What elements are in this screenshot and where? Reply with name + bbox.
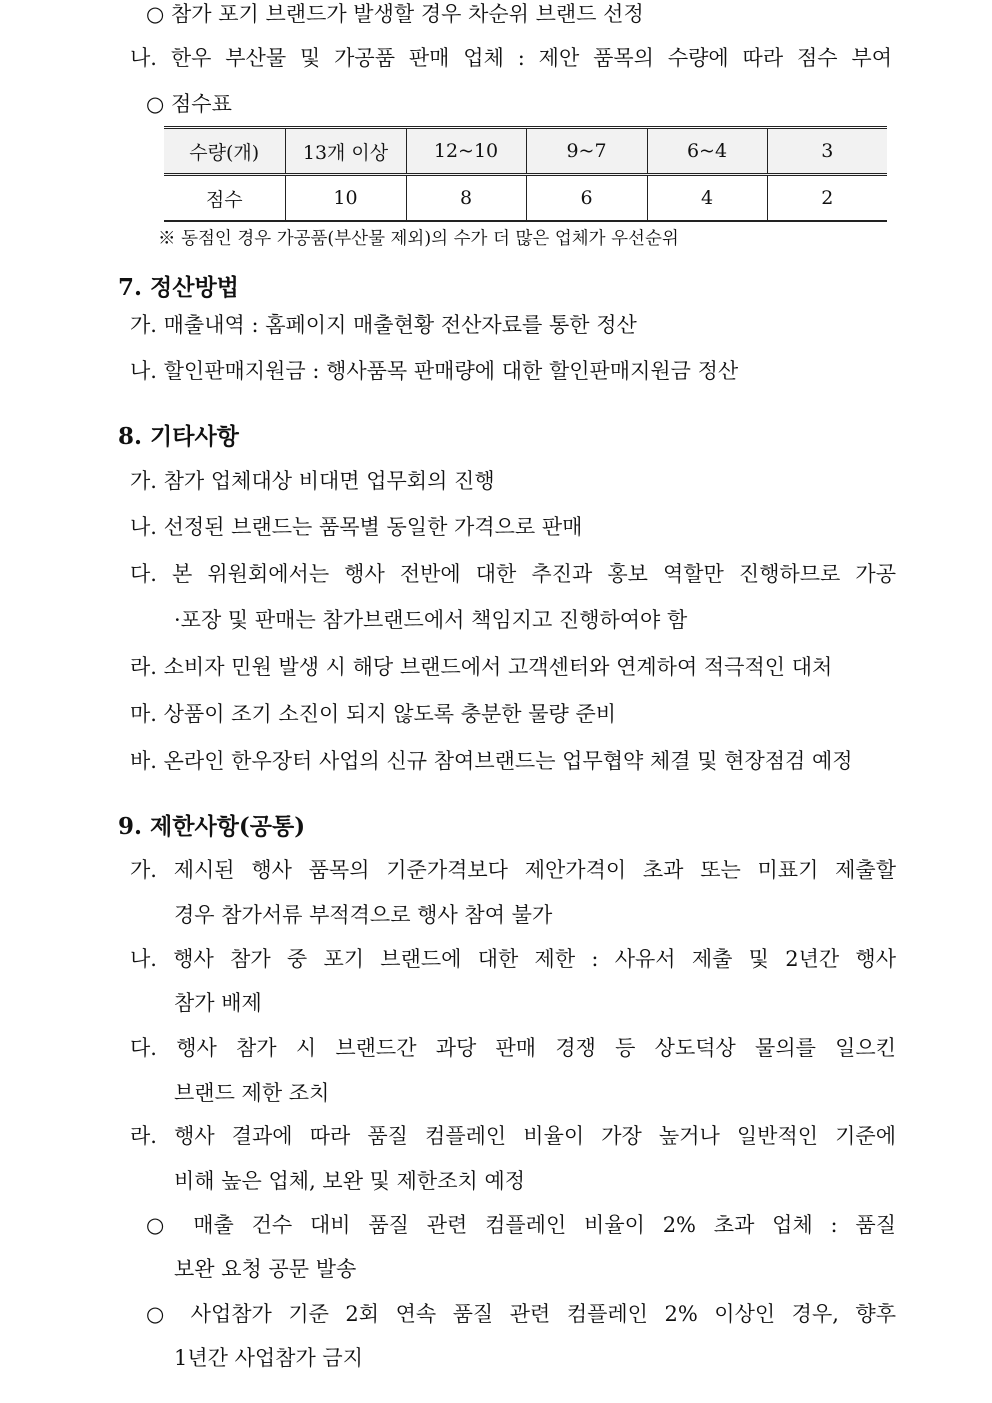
- section-9-item-ga-cont: 경우 참가서류 부적격으로 행사 참여 불가: [174, 903, 553, 927]
- header-cell-6-4: 6~4: [647, 128, 767, 175]
- section-9-item-da-cont: 브랜드 제한 조치: [174, 1081, 330, 1105]
- score-table-header-row: [164, 128, 887, 175]
- section-7-item-na: 나. 할인판매지원금 : 행사품목 판매량에 대한 할인판매지원금 정산: [130, 359, 739, 383]
- section-9-sub-complaint-rate-cont: 보완 요청 공문 발송: [174, 1257, 357, 1281]
- header-cell-quantity: 수량(개): [164, 128, 285, 175]
- section-9-item-ra: 라. 행사 결과에 따라 품질 컴플레인 비율이 가장 높거나 일반적인 기준에: [130, 1124, 896, 1148]
- score-cell-9-7: 6: [526, 175, 647, 222]
- section-9-item-na-cont: 참가 배제: [174, 991, 262, 1015]
- score-cell-12-10: 8: [406, 175, 526, 222]
- section-8-item-da-cont: ·포장 및 판매는 참가브랜드에서 책임지고 진행하여야 함: [174, 608, 688, 632]
- section-9-item-ga: 가. 제시된 행사 품목의 기준가격보다 제안가격이 초과 또는 미표기 제출할: [130, 858, 896, 882]
- score-cell-13-plus: 10: [285, 175, 406, 222]
- section-8-item-ra: 라. 소비자 민원 발생 시 해당 브랜드에서 고객센터와 연계하여 적극적인 대처: [130, 655, 833, 679]
- score-cell-6-4: 4: [647, 175, 767, 222]
- header-cell-12-10: 12~10: [406, 128, 526, 175]
- score-cell-3: 2: [767, 175, 887, 222]
- section-9-item-ra-cont: 비해 높은 업체, 보완 및 제한조치 예정: [174, 1169, 526, 1193]
- section-9-sub-complaint-rate: ○ 매출 건수 대비 품질 관련 컴플레인 비율이 2% 초과 업체 : 품질: [146, 1213, 896, 1237]
- header-cell-13-plus: 13개 이상: [285, 128, 406, 175]
- section-7-item-ga: 가. 매출내역 : 홈페이지 매출현황 전산자료를 통한 정산: [130, 313, 637, 337]
- section-9-title: 9. 제한사항(공통): [118, 813, 306, 840]
- header-cell-3: 3: [767, 128, 887, 175]
- section-8-item-na: 나. 선정된 브랜드는 품목별 동일한 가격으로 판매: [130, 515, 583, 539]
- score-table-caption: ○ 점수표: [146, 92, 232, 116]
- header-cell-9-7: 9~7: [526, 128, 647, 175]
- score-table: [164, 126, 887, 222]
- section-8-item-ma: 마. 상품이 조기 소진이 되지 않도록 충분한 물량 준비: [130, 702, 617, 726]
- section-9-sub-consecutive: ○ 사업참가 기준 2회 연속 품질 관련 컴플레인 2% 이상인 경우, 향후: [146, 1302, 896, 1326]
- section-8-title: 8. 기타사항: [118, 423, 239, 450]
- section-8-item-ga: 가. 참가 업체대상 비대면 업무회의 진행: [130, 469, 495, 493]
- byproduct-scoring-line: 나. 한우 부산물 및 가공품 판매 업체 : 제안 품목의 수량에 따라 점수 부여: [130, 46, 892, 70]
- tie-break-note: ※ 동점인 경우 가공품(부산물 제외)의 수가 더 많은 업체가 우선순위: [158, 229, 679, 249]
- section-9-sub-consecutive-cont: 1년간 사업참가 금지: [174, 1346, 363, 1370]
- runner-up-brand-line: ○ 참가 포기 브랜드가 발생할 경우 차순위 브랜드 선정: [146, 2, 644, 26]
- section-8-item-ba: 바. 온라인 한우장터 사업의 신규 참여브랜드는 업무협약 체결 및 현장점검 예정: [130, 749, 853, 773]
- score-cell-label: 점수: [164, 175, 285, 222]
- section-9-item-na: 나. 행사 참가 중 포기 브랜드에 대한 제한 : 사유서 제출 및 2년간 행사: [130, 947, 896, 971]
- section-8-item-da: 다. 본 위원회에서는 행사 전반에 대한 추진과 홍보 역할만 진행하므로 가공: [130, 562, 896, 586]
- section-9-item-da: 다. 행사 참가 시 브랜드간 과당 판매 경쟁 등 상도덕상 물의를 일으킨: [130, 1036, 896, 1060]
- section-7-title: 7. 정산방법: [118, 274, 239, 301]
- score-table-score-row: [164, 175, 887, 222]
